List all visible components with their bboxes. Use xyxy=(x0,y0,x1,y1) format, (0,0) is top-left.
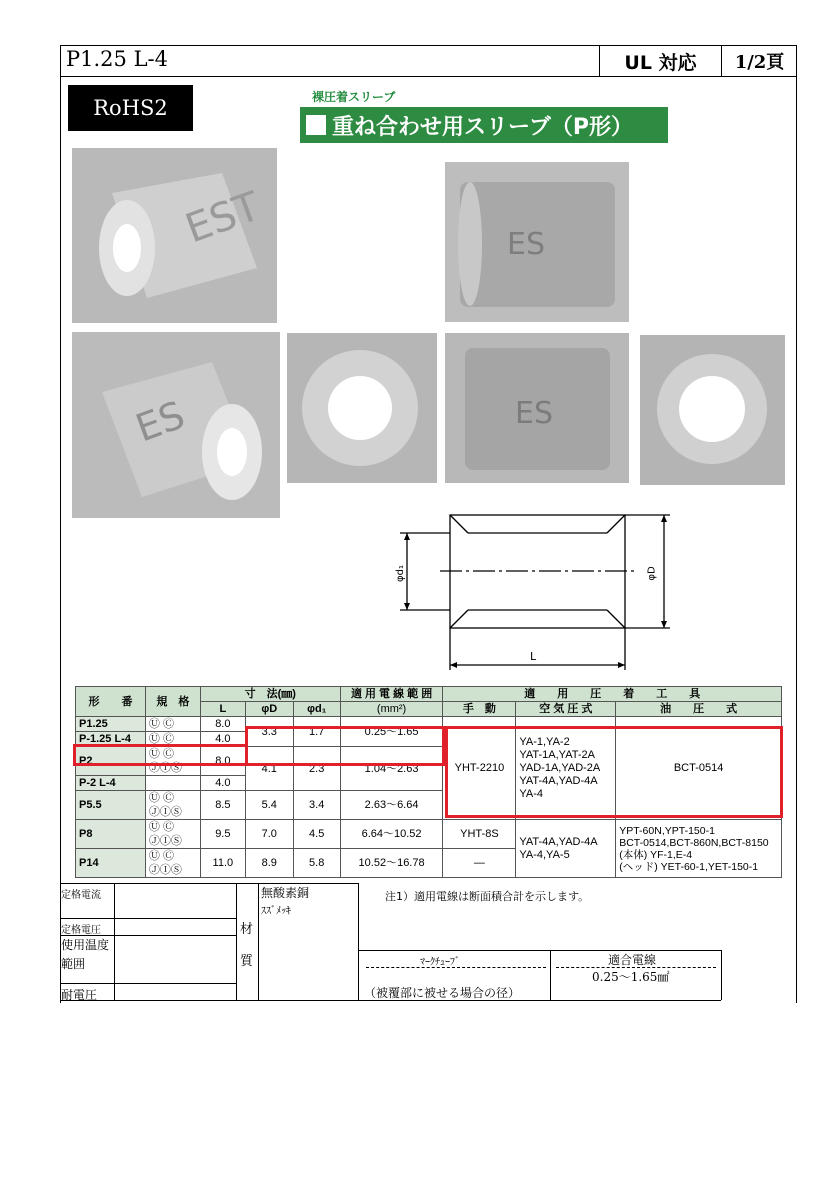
cell-wire: 1.04～2.63 xyxy=(340,747,443,791)
air-tool: YAT-4A,YAD-4A xyxy=(519,774,598,787)
th-d1: φd₁ xyxy=(293,702,340,717)
photo-sleeve-angle-1 xyxy=(72,148,277,323)
cell-D: 7.0 xyxy=(245,820,293,849)
svg-text:ES: ES xyxy=(130,392,191,451)
cell-std: Ⓤ Ⓒ xyxy=(145,732,200,747)
cell-D: 8.9 xyxy=(245,849,293,878)
air-tool: YA-4,YA-5 xyxy=(519,848,570,861)
svg-text:ES: ES xyxy=(515,396,553,431)
svg-text:ES: ES xyxy=(507,227,545,262)
cell-L: 8.5 xyxy=(200,791,245,820)
label-L: L xyxy=(530,650,537,663)
label-withstand: 耐電圧 xyxy=(61,988,98,1002)
photo-sleeve-side-2 xyxy=(445,333,629,483)
cell-L: 11.0 xyxy=(200,849,245,878)
cell-std: Ⓤ Ⓒ ⒿⒾⓈ xyxy=(145,849,200,878)
cell-D: 4.1 xyxy=(245,747,293,791)
cell-L: 4.0 xyxy=(200,732,245,747)
cell-std: Ⓤ Ⓒ ⒿⒾⓈ xyxy=(145,747,200,776)
th-wire: 適 用 電 線 範 囲 xyxy=(340,687,443,702)
svg-text:EST: EST xyxy=(179,183,266,253)
photo-sleeve-side-1 xyxy=(445,162,629,322)
cell-L: 4.0 xyxy=(200,776,245,791)
air-tool: YA-4 xyxy=(519,787,543,800)
label-material-2: 質 xyxy=(240,954,254,969)
cell-model: P5.5 xyxy=(76,791,146,820)
th-tool: 適 用 圧 着 工 具 xyxy=(443,687,782,702)
th-D: φD xyxy=(245,702,293,717)
th-dim: 寸 法(㎜) xyxy=(200,687,340,702)
ul-badge: UL 対応 xyxy=(599,45,721,77)
th-std: 規 格 xyxy=(145,687,200,717)
air-tool: YA-1,YA-2 xyxy=(519,735,570,748)
cell-d1: 2.3 xyxy=(293,747,340,791)
th-manual: 手 動 xyxy=(443,702,516,717)
highlight-tools xyxy=(445,726,783,818)
label-rated-voltage: 定格電圧 xyxy=(61,925,101,936)
cell-model: P-1.25 L-4 xyxy=(76,732,146,747)
cell-oil: BCT-0514 xyxy=(616,717,782,820)
cell-d1: 1.7 xyxy=(293,717,340,747)
cell-std xyxy=(145,776,200,791)
cell-d1: 3.4 xyxy=(293,791,340,820)
cell-std: Ⓤ Ⓒ ⒿⒾⓈ xyxy=(145,820,200,849)
cell-model: P2 xyxy=(76,747,146,776)
material-value-1: 無酸素銅 xyxy=(261,886,310,900)
th-model: 形 番 xyxy=(76,687,146,717)
cell-oil xyxy=(616,820,782,878)
cell-wire: 0.25～1.65 xyxy=(340,717,443,747)
cell-d1: 4.5 xyxy=(293,820,340,849)
cell-model: P1.25 xyxy=(76,717,146,732)
product-title-text: 重ね合わせ用スリーブ（P形） xyxy=(332,114,634,140)
highlight-model xyxy=(73,744,248,766)
label-D: φD xyxy=(646,566,658,581)
oil-tool: (ヘッド) YET-60-1,YET-150-1 xyxy=(619,860,759,873)
cell-model: P14 xyxy=(76,849,146,878)
label-mark-tube: ﾏｰｸﾁｭｰﾌﾞ xyxy=(420,957,460,968)
th-L: L xyxy=(200,702,245,717)
oil-tool: BCT-0514,BCT-860N,BCT-8150 xyxy=(619,836,769,849)
sheath-note: （被覆部に被せる場合の径） xyxy=(364,986,521,1000)
cell-L: 9.5 xyxy=(200,820,245,849)
th-air: 空 気 圧 式 xyxy=(516,702,616,717)
cell-manual: — xyxy=(443,849,516,878)
oil-tool: YPT-60N,YPT-150-1 xyxy=(619,824,715,837)
cell-D: 5.4 xyxy=(245,791,293,820)
th-oil: 油 圧 式 xyxy=(616,702,782,717)
label-temp-2: 範囲 xyxy=(61,957,86,971)
label-rated-current: 定格電流 xyxy=(61,890,101,901)
photo-sleeve-end-2 xyxy=(640,335,785,485)
label-material-1: 材 xyxy=(240,922,254,937)
cell-D: 3.3 xyxy=(245,717,293,747)
label-applicable-wire: 適合電線 xyxy=(608,953,657,967)
photo-sleeve-end-1 xyxy=(287,333,437,483)
cell-wire: 6.64～10.52 xyxy=(340,820,443,849)
material-value-2: ｽｽﾞﾒｯｷ xyxy=(261,906,291,917)
oil-tool: (本体) YF-1,E-4 xyxy=(619,848,693,861)
cell-wire: 2.63～6.64 xyxy=(340,791,443,820)
label-d1: φd₁ xyxy=(394,565,406,582)
cell-L: 8.0 xyxy=(200,717,245,732)
cell-model: P-2 L-4 xyxy=(76,776,146,791)
product-code: P1.25 L-4 xyxy=(66,47,168,71)
cell-air xyxy=(516,820,616,878)
category-label: 裸圧着スリーブ xyxy=(312,90,396,104)
air-tool: YAT-1A,YAT-2A xyxy=(519,748,595,761)
cell-wire: 10.52～16.78 xyxy=(340,849,443,878)
photo-sleeve-angle-2 xyxy=(72,332,280,518)
cell-std: Ⓤ Ⓒ ⒿⒾⓈ xyxy=(145,791,200,820)
cell-d1: 5.8 xyxy=(293,849,340,878)
cell-std: Ⓤ Ⓒ xyxy=(145,717,200,732)
cell-manual: YHT-8S xyxy=(443,820,516,849)
air-tool: YAD-1A,YAD-2A xyxy=(519,761,601,774)
highlight-dims xyxy=(245,726,445,766)
cell-model: P8 xyxy=(76,820,146,849)
page-number: 1/2頁 xyxy=(721,45,797,77)
air-tool: YAT-4A,YAD-4A xyxy=(519,835,598,848)
square-icon xyxy=(306,115,326,135)
rohs-badge: RoHS2 xyxy=(68,85,193,131)
product-title xyxy=(300,107,668,143)
cell-L: 8.0 xyxy=(200,747,245,776)
note-text: 注1）適用電線は断面積合計を示します。 xyxy=(385,890,590,903)
label-temp-1: 使用温度 xyxy=(61,938,110,952)
wire-range: 0.25～1.65㎟ xyxy=(592,970,670,984)
th-wire-unit: (mm²) xyxy=(340,702,443,717)
cell-manual: YHT-2210 xyxy=(443,717,516,820)
table-row xyxy=(76,820,782,849)
